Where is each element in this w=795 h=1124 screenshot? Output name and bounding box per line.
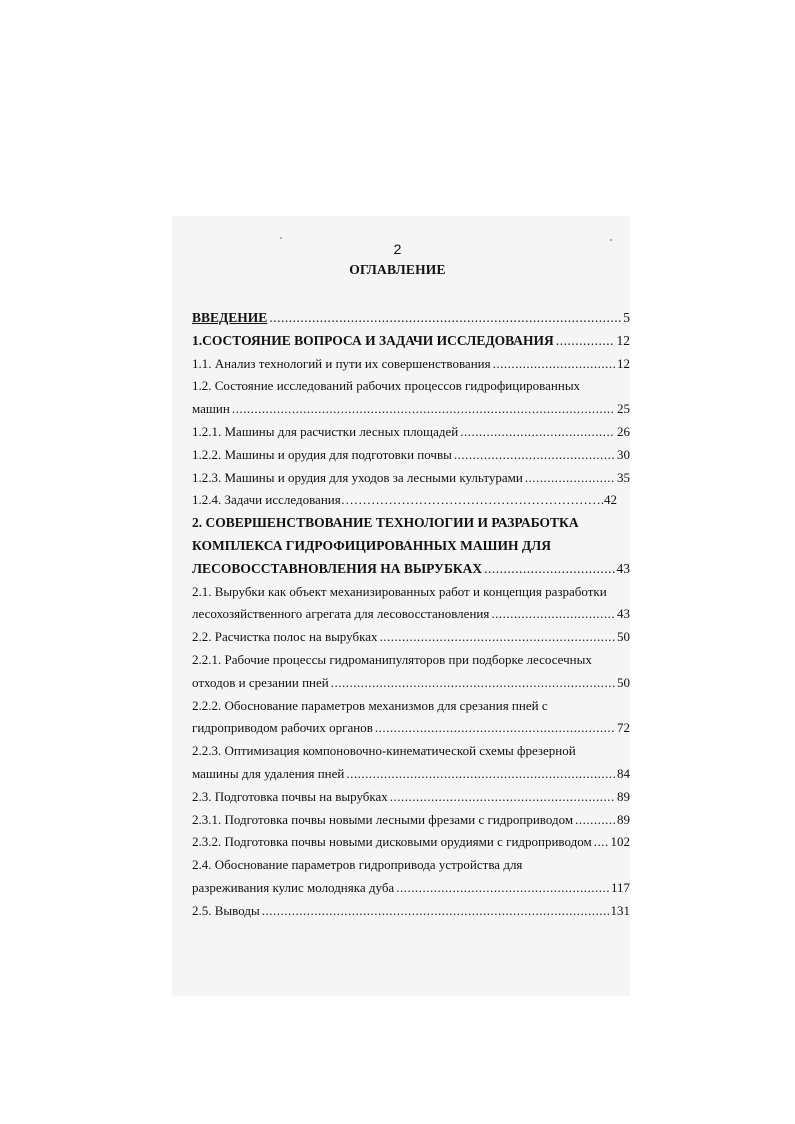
toc-entry bbox=[192, 375, 630, 398]
toc-entry-title: 2. СОВЕРШЕНСТВОВАНИЕ ТЕХНОЛОГИИ И РАЗРАБОТКА bbox=[192, 515, 579, 531]
toc-entry-title: 2.3. Подготовка почвы на вырубках bbox=[192, 788, 388, 804]
toc-entry-title: гидроприводом рабочих органов bbox=[192, 720, 373, 736]
toc-entry-title: 1.2.3. Машины и орудия для уходов за лесными культурами bbox=[192, 469, 523, 485]
toc-entry-title: 2.2. Расчистка полос на вырубках bbox=[192, 629, 378, 645]
toc-entry-title: 1.СОСТОЯНИЕ ВОПРОСА И ЗАДАЧИ ИССЛЕДОВАНИЯ bbox=[192, 332, 554, 348]
toc-entry bbox=[192, 398, 630, 421]
toc-entry-title: 1.2.1. Машины для расчистки лесных площадей bbox=[192, 423, 459, 439]
toc-entry-title: 2.2.1. Рабочие процессы гидроманипуляторов при подборке лесосечных bbox=[192, 651, 592, 667]
toc-entry-page: 50 bbox=[617, 674, 630, 690]
toc-entry bbox=[192, 763, 630, 786]
toc-entry bbox=[192, 444, 630, 467]
dot-leader bbox=[262, 900, 609, 923]
dot-leader bbox=[331, 672, 615, 695]
toc-entry bbox=[192, 603, 630, 626]
table-of-contents bbox=[192, 307, 630, 923]
toc-entry-title: 1.1. Анализ технологий и пути их совершенствования bbox=[192, 355, 491, 371]
toc-entry-page: 131 bbox=[610, 902, 630, 918]
toc-entry bbox=[192, 809, 630, 832]
toc-entry-title: 1.2.2. Машины и орудия для подготовки почвы bbox=[192, 446, 452, 462]
dot-leader bbox=[460, 421, 615, 444]
toc-entry-title: 1.2.4. Задачи исследования…………………………………………………….42 bbox=[192, 492, 617, 508]
toc-entry-page: 26 bbox=[617, 423, 630, 439]
toc-entry bbox=[192, 740, 630, 763]
toc-entry-title: ЛЕСОВОССТАВНОВЛЕНИЯ НА ВЫРУБКАХ bbox=[192, 560, 483, 576]
toc-entry-title: разреживания кулис молодняка дуба bbox=[192, 879, 395, 895]
toc-entry-title: 2.3.1. Подготовка почвы новыми лесными фрезами с гидроприводом bbox=[192, 811, 574, 827]
toc-entry-title: отходов и срезании пней bbox=[192, 674, 329, 690]
dot-leader bbox=[454, 444, 615, 467]
toc-entry-page: 30 bbox=[617, 446, 630, 462]
dot-leader bbox=[346, 763, 615, 786]
toc-entry bbox=[192, 353, 630, 376]
toc-entry-title: 2.2.2. Обоснование параметров механизмов для срезания пней с bbox=[192, 697, 548, 713]
toc-entry bbox=[192, 672, 630, 695]
toc-entry bbox=[192, 330, 630, 353]
toc-entry-title: ВВЕДЕНИЕ bbox=[192, 310, 268, 325]
dot-leader bbox=[375, 717, 615, 740]
toc-entry bbox=[192, 877, 630, 900]
toc-entry bbox=[192, 831, 630, 854]
toc-entry-title: 2.1. Вырубки как объект механизированных работ и концепция разработки bbox=[192, 583, 607, 599]
toc-entry-title: 2.5. Выводы bbox=[192, 902, 260, 918]
dot-leader bbox=[390, 786, 615, 809]
dot-leader bbox=[575, 809, 615, 832]
dot-leader bbox=[379, 626, 615, 649]
toc-entry-title: машины для удаления пней bbox=[192, 765, 345, 781]
dot-leader bbox=[556, 330, 615, 353]
toc-entry-title: 2.2.3. Оптимизация компоновочно-кинематической схемы фрезерной bbox=[192, 743, 576, 759]
dot-leader bbox=[491, 603, 615, 626]
toc-entry bbox=[192, 717, 630, 740]
toc-entry-page: 12 bbox=[617, 355, 630, 371]
toc-entry bbox=[192, 695, 630, 718]
toc-entry-page: 72 bbox=[617, 720, 630, 736]
toc-entry-title: лесохозяйственного агрегата для лесовосстановления bbox=[192, 606, 490, 622]
toc-entry bbox=[192, 581, 630, 604]
toc-entry-page: 12 bbox=[616, 332, 630, 348]
toc-entry bbox=[192, 786, 630, 809]
dot-leader bbox=[232, 398, 615, 421]
toc-entry-page: 117 bbox=[610, 879, 630, 895]
toc-entry bbox=[192, 307, 630, 330]
toc-entry-page: 43 bbox=[616, 560, 630, 576]
toc-entry bbox=[192, 558, 630, 581]
toc-entry bbox=[192, 421, 630, 444]
toc-entry-page: 35 bbox=[617, 469, 630, 485]
toc-entry bbox=[192, 626, 630, 649]
toc-heading: ОГЛАВЛЕНИЕ bbox=[349, 262, 446, 277]
toc-entry-title: 1.2. Состояние исследований рабочих процессов гидрофицированных bbox=[192, 378, 581, 394]
toc-entry-page: 102 bbox=[610, 834, 630, 850]
toc-entry-title: 2.4. Обоснование параметров гидропривода устройства для bbox=[192, 857, 523, 873]
dot-leader bbox=[594, 831, 609, 854]
dot-leader bbox=[484, 558, 614, 581]
toc-entry bbox=[192, 512, 630, 535]
toc-entry-page: 89 bbox=[617, 811, 630, 827]
toc-entry-page: 25 bbox=[617, 401, 630, 417]
toc-entry-title: КОМПЛЕКСА ГИДРОФИЦИРОВАННЫХ МАШИН ДЛЯ bbox=[192, 537, 551, 553]
toc-entry bbox=[192, 489, 630, 512]
dot-leader bbox=[493, 353, 615, 376]
toc-entry-title: 2.3.2. Подготовка почвы новыми дисковыми орудиями с гидроприводом bbox=[192, 834, 592, 850]
toc-entry bbox=[192, 467, 630, 490]
toc-entry-page: 50 bbox=[617, 629, 630, 645]
toc-entry-title: машин bbox=[192, 401, 230, 417]
toc-entry-page: 5 bbox=[623, 310, 630, 325]
toc-entry bbox=[192, 649, 630, 672]
toc-entry bbox=[192, 900, 630, 923]
dot-leader bbox=[396, 877, 609, 900]
toc-entry bbox=[192, 535, 630, 558]
toc-entry bbox=[192, 854, 630, 877]
dot-leader bbox=[525, 467, 615, 490]
dot-leader bbox=[269, 307, 621, 330]
scan-speck bbox=[280, 237, 282, 239]
page-number: 2 bbox=[393, 241, 402, 257]
toc-entry-page: 43 bbox=[617, 606, 630, 622]
toc-entry-page: 89 bbox=[617, 788, 630, 804]
toc-entry-page: 84 bbox=[617, 765, 630, 781]
